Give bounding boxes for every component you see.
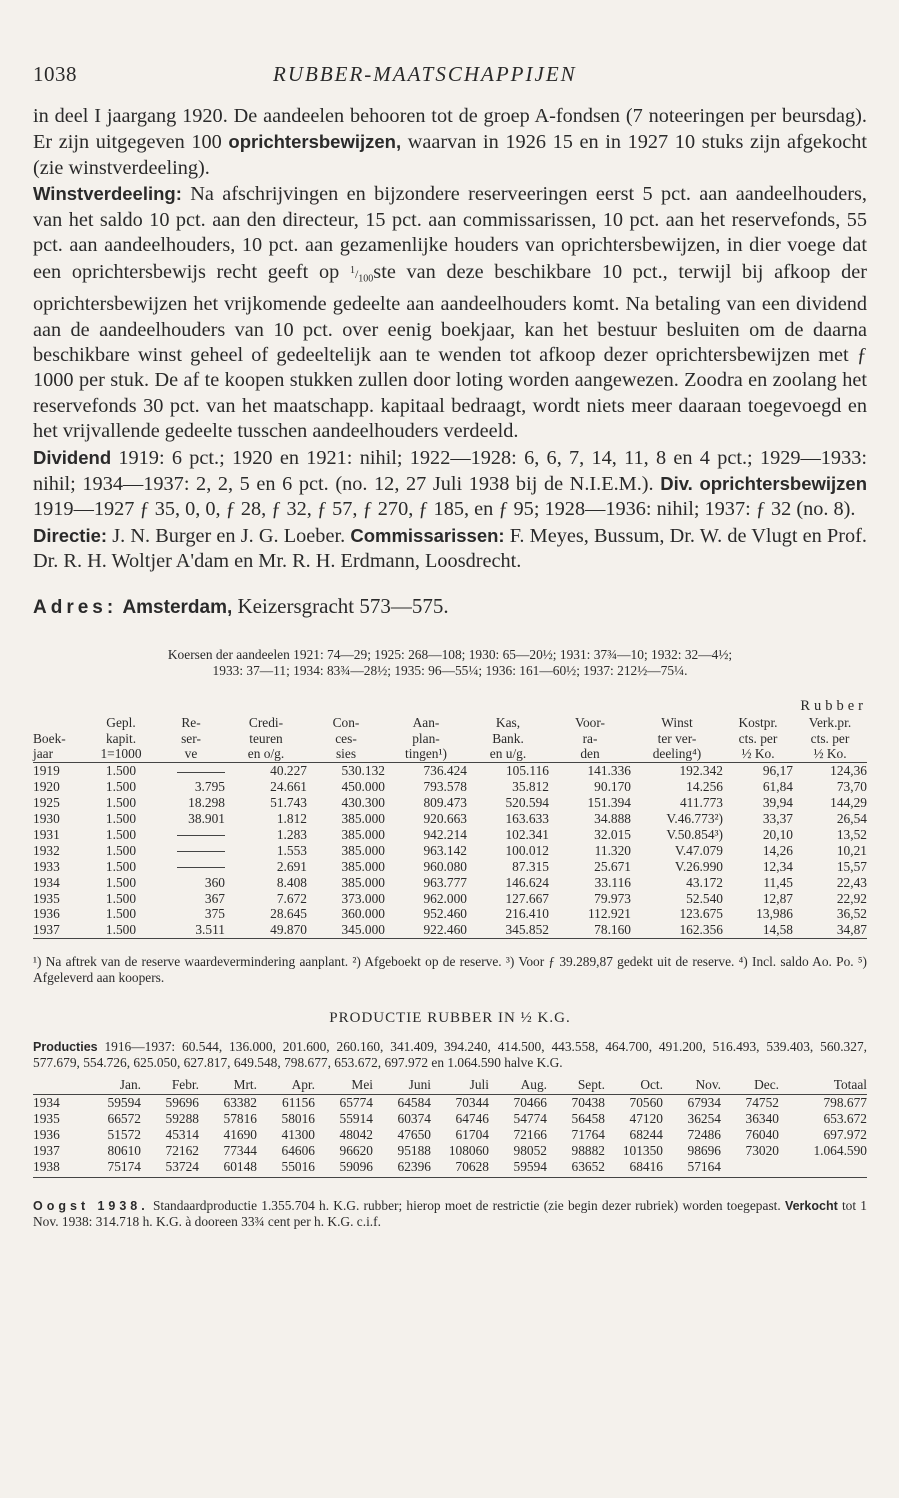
table-cell: 1.500 <box>85 922 157 938</box>
table-cell: 2.691 <box>276 858 307 874</box>
table-cell: 33.116 <box>594 874 631 890</box>
table-cell: 71764 <box>571 1127 605 1143</box>
table-cell: 67934 <box>687 1095 721 1111</box>
table-row <box>33 827 867 843</box>
bold-term: Oogst 1938. <box>33 1199 149 1214</box>
header-cell: Credi- <box>248 714 284 730</box>
table-cell: 1.553 <box>276 842 307 858</box>
header-cell: tingen¹) <box>385 746 467 762</box>
table-cell: 36,52 <box>836 906 867 922</box>
table-cell: 385.000 <box>341 874 385 890</box>
table-cell: 98882 <box>571 1143 605 1159</box>
table-cell: 73020 <box>745 1143 779 1159</box>
share-prices <box>33 647 867 679</box>
bold-term: oprichtersbewijzen, <box>228 131 402 153</box>
table-cell: 56458 <box>571 1111 605 1127</box>
table-cell: 90.170 <box>594 779 631 795</box>
table-cell: 80610 <box>107 1143 141 1159</box>
address-label: Adres: <box>33 596 118 618</box>
bold-term: Div. oprichtersbewijzen <box>660 473 868 495</box>
table-cell: 1934 <box>33 1095 60 1111</box>
table-cell: 70628 <box>431 1159 489 1178</box>
table-cell: 43.172 <box>686 874 723 890</box>
table-cell: 12,87 <box>762 890 793 906</box>
table-cell: 39,94 <box>762 795 793 811</box>
table-cell: 59594 <box>107 1095 141 1111</box>
bold-term: Commissarissen: <box>350 524 505 546</box>
table-cell: 3.511 <box>157 922 225 938</box>
header-cell: jaar <box>33 746 85 762</box>
table-row <box>33 763 867 779</box>
table-cell: 793.578 <box>423 779 467 795</box>
paragraph-dividend: Dividend 1919: 6 pct.; 1920 en 1921: nihil; 1922—1928: 6, 6, 7, 14, 11, 8 en 4 pct.; 1929—1933: nihil; 1934—1937: 2, 2, 5 en 6 pct. (no. 12, 27 Juli 1938 bij de N.I.E.M.). Div. oprichtersbewijzen 1919—1927 ƒ 35, 0, 0, ƒ 28, ƒ 32, ƒ 57, ƒ 270, ƒ 185, en ƒ 95; 1928—1936: nihil; 1937: ƒ 32 (no. 8). <box>33 446 868 521</box>
table-cell: 13,986 <box>756 906 793 922</box>
table-cell: 13,52 <box>836 826 867 842</box>
table-cell: 192.342 <box>679 763 723 779</box>
table-cell: 1.500 <box>105 779 137 795</box>
table-cell: 373.000 <box>341 890 385 906</box>
table-cell: 96620 <box>339 1143 373 1159</box>
table-cell: 1.500 <box>105 874 137 890</box>
table-cell: 105.116 <box>505 763 549 779</box>
header-cell: kapit. <box>105 730 137 746</box>
header-cell: 1=1000 <box>85 746 157 762</box>
header-cell: Juli <box>431 1077 489 1095</box>
header-cell: cts. per <box>738 730 778 746</box>
table-cell: 51.743 <box>270 795 307 811</box>
empty-dash <box>177 772 225 773</box>
table-cell: 1930 <box>33 811 60 827</box>
table-cell: 385.000 <box>341 811 385 827</box>
table-cell: 49.870 <box>225 922 307 938</box>
header-cell: Mrt. <box>199 1077 257 1095</box>
table-cell: 61,84 <box>762 779 793 795</box>
table-cell: 75174 <box>83 1159 141 1178</box>
table-cell: 1.283 <box>276 826 307 842</box>
table-cell: 60374 <box>397 1111 431 1127</box>
table-cell: 98052 <box>513 1143 547 1159</box>
table-cell: 108060 <box>448 1143 489 1159</box>
table-cell <box>157 827 225 843</box>
header-cell: Verk.pr. <box>808 714 852 730</box>
table-cell: 385.000 <box>341 842 385 858</box>
bold-term: Dividend <box>33 446 112 468</box>
table-cell: 66572 <box>107 1111 141 1127</box>
header-cell: Aug. <box>489 1077 547 1095</box>
header-cell: Voor- <box>575 714 605 730</box>
table-row <box>33 779 867 795</box>
share-prices-line: Koersen der aandeelen 1921: 74—29; 1925: 268—108; 1930: 65—20½; 1931: 37¾—10; 1932: 32—4½; <box>167 646 733 662</box>
table-cell: 36254 <box>687 1111 721 1127</box>
table-cell: 1.500 <box>105 811 137 827</box>
table-cell: 450.000 <box>341 779 385 795</box>
table-cell: 45314 <box>165 1127 199 1143</box>
header-cell: Kostpr. <box>738 714 778 730</box>
table-cell: 7.672 <box>276 890 307 906</box>
table-cell: 11.320 <box>594 842 631 858</box>
table-cell: 22,92 <box>836 890 867 906</box>
header-cell: Oct. <box>605 1077 663 1095</box>
header-cell: Mei <box>315 1077 373 1095</box>
table-cell: 963.142 <box>423 842 467 858</box>
table-row <box>33 795 867 811</box>
production-title: PRODUCTIE RUBBER IN ½ K.G. <box>329 1010 571 1027</box>
header-cell: Apr. <box>257 1077 315 1095</box>
table-row <box>33 859 867 875</box>
table-cell: 960.080 <box>423 858 467 874</box>
header-cell: Febr. <box>141 1077 199 1095</box>
table-cell: 34.888 <box>594 811 631 827</box>
table-row <box>33 1095 867 1112</box>
header-cell: Boek- <box>33 730 66 746</box>
table-cell: 736.424 <box>423 763 467 779</box>
table-cell: 35.812 <box>512 779 549 795</box>
bold-term: Producties <box>33 1040 98 1055</box>
header-cell: Nov. <box>663 1077 721 1095</box>
header-cell: en o/g. <box>225 746 307 762</box>
table-cell: V.26.990 <box>674 858 723 874</box>
table-cell <box>779 1159 867 1178</box>
table-cell: 127.667 <box>505 890 549 906</box>
table-cell: 162.356 <box>631 922 723 938</box>
table-row <box>33 906 867 922</box>
running-header <box>33 62 867 96</box>
table-cell: 61704 <box>455 1127 489 1143</box>
table-cell: 41690 <box>223 1127 257 1143</box>
table-cell: 1934 <box>33 874 60 890</box>
table-cell: 1935 <box>33 890 60 906</box>
table-cell: 54774 <box>513 1111 547 1127</box>
table-cell: 100.012 <box>505 842 549 858</box>
table-cell: 87.315 <box>512 858 549 874</box>
table-cell: 70560 <box>629 1095 663 1111</box>
header-cell: Aan- <box>412 714 440 730</box>
table-cell: 1919 <box>33 763 60 779</box>
table-cell: 8.408 <box>276 874 307 890</box>
table-cell: V.47.079 <box>674 842 723 858</box>
running-title: RUBBER-MAATSCHAPPIJEN <box>273 62 577 86</box>
table-cell: 367 <box>204 890 225 906</box>
table-cell: 14,58 <box>723 922 793 938</box>
bold-term: Verkocht <box>784 1199 838 1214</box>
header-cell <box>33 715 85 731</box>
table-header-row <box>33 746 867 762</box>
table-cell: 144,29 <box>830 795 867 811</box>
table-cell: 95188 <box>397 1143 431 1159</box>
table-row <box>33 843 867 859</box>
header-cell: ces- <box>335 730 357 746</box>
table-cell: 70466 <box>513 1095 547 1111</box>
table-cell: 1.500 <box>105 858 137 874</box>
table-cell: 1936 <box>33 906 60 922</box>
table-cell: 102.341 <box>505 826 549 842</box>
table-cell: 57816 <box>223 1111 257 1127</box>
table-cell: 79.973 <box>594 890 631 906</box>
table-cell: 385.000 <box>341 858 385 874</box>
company-description <box>33 104 867 575</box>
table-cell: 697.972 <box>823 1127 867 1143</box>
header-cell: teuren <box>249 730 283 746</box>
table-cell: 34,87 <box>793 922 867 938</box>
table-cell: 1.500 <box>105 826 137 842</box>
header-cell: Re- <box>181 714 201 730</box>
table-cell: 72166 <box>513 1127 547 1143</box>
address-city: Amsterdam, <box>122 596 233 618</box>
table-cell: 38.901 <box>188 811 225 827</box>
table-cell: 96,17 <box>762 763 793 779</box>
table-cell: 74752 <box>745 1095 779 1111</box>
table-cell: 73,70 <box>836 779 867 795</box>
header-cell: ra- <box>582 730 598 746</box>
table-cell: 70344 <box>455 1095 489 1111</box>
table-header-row <box>33 1077 867 1095</box>
table-cell: 20,10 <box>762 826 793 842</box>
table-cell: 64746 <box>455 1111 489 1127</box>
table-cell: 3.795 <box>194 779 225 795</box>
table-cell: 68244 <box>629 1127 663 1143</box>
table-header-row <box>33 715 867 731</box>
table-cell: 360.000 <box>341 906 385 922</box>
header-cell: ter ver- <box>657 730 697 746</box>
table-cell: 1933 <box>33 858 60 874</box>
bold-term: Winstverdeeling: <box>33 183 182 205</box>
table-cell: 63652 <box>547 1159 605 1178</box>
table-cell: 61156 <box>282 1095 315 1111</box>
header-cell <box>33 1077 83 1095</box>
table-cell: 163.633 <box>505 811 549 827</box>
table-cell: 59696 <box>165 1095 199 1111</box>
table-cell: 1.500 <box>105 763 137 779</box>
table-cell: 22,43 <box>836 874 867 890</box>
table-cell: 1931 <box>33 826 60 842</box>
table-cell: V.50.854³) <box>666 826 723 842</box>
table-cell: 1925 <box>33 795 60 811</box>
table-cell: 101350 <box>622 1143 663 1159</box>
table-cell: 1920 <box>33 779 60 795</box>
paragraph-board: Directie: J. N. Burger en J. G. Loeber. Commissarissen: F. Meyes, Bussum, Dr. W. de Vlugt en Prof. Dr. R. H. Woltjer A'dam en Mr. R. H. Erdmann, Loosdrecht. <box>33 524 867 573</box>
header-cell: Juni <box>373 1077 431 1095</box>
table-cell: 360 <box>204 874 225 890</box>
table-cell: 72162 <box>165 1143 199 1159</box>
table-cell <box>157 763 225 779</box>
header-cell: Gepl. <box>106 714 136 730</box>
table-cell: 411.773 <box>679 795 723 811</box>
table-cell: 345.000 <box>307 922 385 938</box>
table-header-row <box>33 731 867 747</box>
table-cell: 14,26 <box>762 842 793 858</box>
table-cell: 922.460 <box>385 922 467 938</box>
table-cell: 141.336 <box>587 763 631 779</box>
table-cell: 59096 <box>315 1159 373 1178</box>
table-cell: 68416 <box>605 1159 663 1178</box>
page-number: 1038 <box>33 62 77 86</box>
table-cell: 63382 <box>223 1095 257 1111</box>
table-cell: 216.410 <box>505 906 549 922</box>
table-row <box>33 875 867 891</box>
table-cell: 1937 <box>33 1143 60 1159</box>
table-cell: 77344 <box>223 1143 257 1159</box>
header-cell: Bank. <box>492 730 524 746</box>
table-cell <box>157 859 225 875</box>
table-cell: 32.015 <box>594 826 631 842</box>
table-cell: 798.677 <box>823 1095 867 1111</box>
header-cell: ½ Ko. <box>723 746 793 762</box>
table-cell: 55016 <box>257 1159 315 1178</box>
table-row <box>33 1143 867 1159</box>
header-cell: Winst <box>661 714 693 730</box>
address-street: Keizersgracht 573—575. <box>232 593 449 618</box>
table-cell: 809.473 <box>423 795 467 811</box>
table-cell: 52.540 <box>686 890 723 906</box>
table-cell: 1.500 <box>105 842 137 858</box>
table-cell: 25.671 <box>594 858 631 874</box>
table-cell: 385.000 <box>341 826 385 842</box>
header-cell: ½ Ko. <box>793 746 867 762</box>
table-cell: 48042 <box>339 1127 373 1143</box>
table-cell: V.46.773²) <box>666 811 723 827</box>
table-cell: 64606 <box>281 1143 315 1159</box>
table-cell: 1938 <box>33 1159 83 1178</box>
header-cell: Dec. <box>721 1077 779 1095</box>
table-cell: 14.256 <box>686 779 723 795</box>
table-cell: 58016 <box>281 1111 315 1127</box>
table-cell: 62396 <box>373 1159 431 1178</box>
header-cell: den <box>549 746 631 762</box>
table-cell: 47120 <box>629 1111 663 1127</box>
header-cell: Sept. <box>547 1077 605 1095</box>
table-cell: 18.298 <box>188 795 225 811</box>
table-cell: 123.675 <box>679 906 723 922</box>
table-cell: 1936 <box>33 1127 60 1143</box>
table-row <box>33 891 867 907</box>
table-cell: 1.500 <box>105 890 137 906</box>
table-cell: 59288 <box>165 1111 199 1127</box>
table-cell: 64584 <box>397 1095 431 1111</box>
table-cell: 24.661 <box>270 779 307 795</box>
header-cell: en u/g. <box>467 746 549 762</box>
header-cell: Totaal <box>779 1077 867 1095</box>
header-cell: sies <box>307 746 385 762</box>
table-cell: 1932 <box>33 842 60 858</box>
table-cell: 10,21 <box>836 842 867 858</box>
table-cell <box>157 843 225 859</box>
table-cell: 11,45 <box>763 874 793 890</box>
table-cell: 151.394 <box>587 795 631 811</box>
table-cell: 70438 <box>571 1095 605 1111</box>
table-cell: 36340 <box>745 1111 779 1127</box>
table-cell: 124,36 <box>830 763 867 779</box>
table-cell: 55914 <box>339 1111 373 1127</box>
header-cell: plan- <box>412 730 440 746</box>
harvest-note: Oogst 1938. Standaardproductie 1.355.704 h. K.G. rubber; hierop moet de restrictie (zie begin dezer rubriek) worden toegepast. Verkocht tot 1 Nov. 1938: 314.718 h. K.G. à dooreen 33¾ cent per h. K.G. c.i.f. <box>33 1198 867 1230</box>
table-cell: 47650 <box>397 1127 431 1143</box>
table-cell: 51572 <box>107 1127 141 1143</box>
table-cell: 65774 <box>339 1095 373 1111</box>
table-cell: 942.214 <box>423 826 467 842</box>
rubber-group-label: Rubber <box>800 697 867 714</box>
empty-dash <box>177 867 225 868</box>
header-cell: ve <box>157 746 225 762</box>
paragraph-profit-distribution: Winstverdeeling: Na afschrijvingen en bijzondere reserveeringen eerst 5 pct. aan aandeelhouders, van het saldo 10 pct. aan den directeur, 15 pct. aan commissarissen, 10 pct. aan het reservefonds, 55 pct. aan aandeelhouders, 10 pct. aan gezamenlijke houders van oprichtersbewijzen, in dier voege dat een oprichtersbewijs recht geeft op $^1/_{100}ste$ van deze beschikbare 10 pct., terwijl bij afkoop der oprichtersbewijzen het vrijkomende gedeelte aan aandeelhouders komt. Na betaling van een dividend aan de aandeelhouders van 10 pct. over eenig boekjaar, kan het bestuur besluiten om de daarna beschikbare winst geheel of gedeeltelijk aan te wenden tot afkoop dezer oprichtersbewijzen met ƒ 1000 per stuk. De af te koopen stukken zullen door loting worden aangewezen. Zoodra en zoolang het reservefonds 30 pct. van het maatschapp. kapitaal bedraagt, wordt niets meer daaraan toegevoegd en het vrijvallende gedeelte tusschen aandeelhouders verdeeld. <box>33 183 867 443</box>
table-cell: 112.921 <box>587 906 631 922</box>
table-cell: 53724 <box>141 1159 199 1178</box>
table-row <box>33 811 867 827</box>
table-cell: 57164 <box>663 1159 721 1178</box>
header-cell: Con- <box>332 714 360 730</box>
table-cell: 430.300 <box>341 795 385 811</box>
table-cell: 1.500 <box>105 795 137 811</box>
table-row <box>33 1159 867 1178</box>
production-summary: Producties 1916—1937: 60.544, 136.000, 201.600, 260.160, 341.409, 394.240, 414.500, 443.558, 464.700, 491.200, 516.493, 539.403, 560.327, 577.679, 554.726, 625.050, 627.817, 649.548, 798.677, 653.672, 697.972 en 1.064.590 halve K.G. <box>33 1039 867 1071</box>
table-cell: 76040 <box>745 1127 779 1143</box>
empty-dash <box>177 851 225 852</box>
table-row <box>33 922 867 938</box>
table-cell: 15,57 <box>836 858 867 874</box>
empty-dash <box>177 835 225 836</box>
table-cell: 345.852 <box>467 922 549 938</box>
table-cell: 1935 <box>33 1111 60 1127</box>
table-cell: 1.500 <box>105 906 137 922</box>
paragraph-shares: in deel I jaargang 1920. De aandeelen behooren tot de groep A-fondsen (7 noteeringen per beursdag). Er zijn uitgegeven 100 oprichtersbewijzen, waarvan in 1926 15 en in 1927 10 stuks zijn afgekocht (zie winstverdeeling). <box>33 105 867 179</box>
table-cell: 28.645 <box>270 906 307 922</box>
table-cell: 520.594 <box>505 795 549 811</box>
table-cell: 1.064.590 <box>813 1143 867 1159</box>
header-cell: Jan. <box>83 1077 141 1095</box>
table-cell: 1937 <box>33 922 85 938</box>
table-cell: 78.160 <box>549 922 631 938</box>
header-cell: cts. per <box>810 730 850 746</box>
table-row <box>33 1127 867 1143</box>
table-cell: 962.000 <box>423 890 467 906</box>
production-table <box>33 1077 867 1178</box>
table-cell: 26,54 <box>836 811 867 827</box>
table-cell: 920.663 <box>423 811 467 827</box>
table-cell: 653.672 <box>823 1111 867 1127</box>
header-cell: ser- <box>181 730 201 746</box>
table-cell: 60148 <box>199 1159 257 1178</box>
table-cell: 1.812 <box>276 811 307 827</box>
table-cell <box>721 1159 779 1178</box>
table-row <box>33 1111 867 1127</box>
table-cell: 963.777 <box>423 874 467 890</box>
table-cell: 59594 <box>489 1159 547 1178</box>
financial-table <box>33 699 867 940</box>
table-cell: 375 <box>204 906 225 922</box>
table-cell: 33,37 <box>762 811 793 827</box>
share-prices-line: 1933: 37—11; 1934: 83¾—28½; 1935: 96—55¼; 1936: 161—60½; 1937: 212½—75¼. <box>212 662 688 678</box>
table-cell: 146.624 <box>505 874 549 890</box>
header-cell: Kas, <box>495 714 521 730</box>
table-cell: 12,34 <box>762 858 793 874</box>
table-cell: 72486 <box>687 1127 721 1143</box>
table-cell: 40.227 <box>270 763 307 779</box>
table-cell: 41300 <box>281 1127 315 1143</box>
address <box>33 594 867 619</box>
table-cell: 98696 <box>687 1143 721 1159</box>
footnotes: ¹) Na aftrek van de reserve waardevermindering aanplant. ²) Afgeboekt op de reserve. ³) Voor ƒ 39.289,87 gedekt uit de reserve. ⁴) Incl. saldo Ao. Po. ⁵) Afgeleverd aan koopers. <box>33 954 867 986</box>
fraction: $^1/_{100}$ <box>349 265 374 285</box>
header-cell: deeling⁴) <box>631 746 723 762</box>
table-cell: 952.460 <box>423 906 467 922</box>
bold-term: Directie: <box>33 524 108 546</box>
table-cell: 530.132 <box>341 763 385 779</box>
